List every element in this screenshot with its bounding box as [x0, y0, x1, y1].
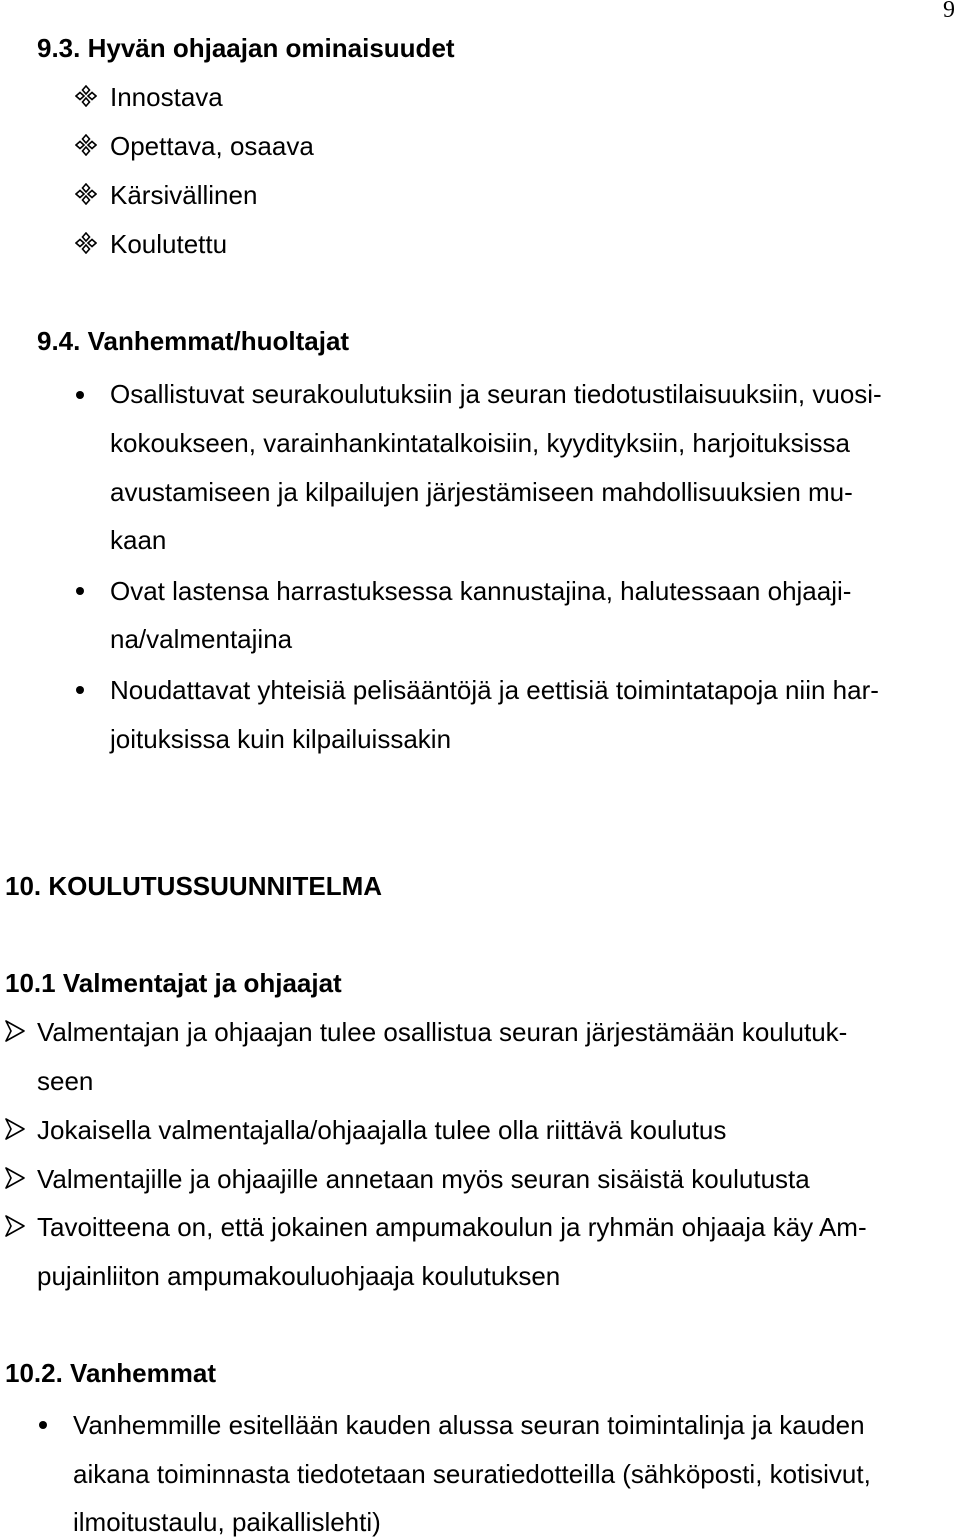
section-heading-10-1: 10.1 Valmentajat ja ohjaajat: [5, 968, 342, 998]
section-heading-10-2: 10.2. Vanhemmat: [5, 1358, 216, 1388]
list-item-line: Vanhemmille esitellään kauden alussa seuran toimintalinja ja kauden: [73, 1410, 865, 1440]
round-bullet-icon: [76, 686, 84, 694]
round-bullet-icon: [76, 587, 84, 595]
round-bullet-icon: [39, 1421, 47, 1429]
list-item-line: Valmentajan ja ohjaajan tulee osallistua seuran järjestämään koulutuk-: [37, 1017, 848, 1047]
list-item: Koulutettu: [110, 229, 228, 259]
list-item-line: kokoukseen, varainhankintatalkoisiin, kyydityksiin, harjoituksissa: [110, 428, 850, 458]
list-item-line: kaan: [110, 525, 167, 555]
arrowhead-bullet-icon: [5, 1118, 25, 1140]
list-item-line: seen: [37, 1066, 94, 1096]
diamond-bullet-icon: [75, 232, 97, 254]
page-number: 9: [943, 0, 955, 23]
list-item-line: na/valmentajina: [110, 624, 293, 654]
list-item-line: avustamiseen ja kilpailujen järjestämiseen mahdollisuuksien mu-: [110, 477, 853, 507]
list-item-line: Valmentajille ja ohjaajille annetaan myös seuran sisäistä koulutusta: [37, 1164, 810, 1194]
diamond-bullet-icon: [75, 85, 97, 107]
list-item: Kärsivällinen: [110, 180, 258, 210]
list-item-line: Jokaisella valmentajalla/ohjaajalla tulee olla riittävä koulutus: [37, 1115, 727, 1145]
arrowhead-bullet-icon: [5, 1167, 25, 1189]
arrowhead-bullet-icon: [5, 1215, 25, 1237]
round-bullet-icon: [76, 391, 84, 399]
section-heading-9-4: 9.4. Vanhemmat/huoltajat: [37, 326, 350, 356]
list-item-line: Osallistuvat seurakoulutuksiin ja seuran tiedotustilaisuuksiin, vuosi-: [110, 379, 882, 409]
diamond-bullet-icon: [75, 134, 97, 156]
section-heading-10: 10. KOULUTUSSUUNNITELMA: [5, 871, 383, 901]
list-item: Innostava: [110, 82, 223, 112]
arrowhead-bullet-icon: [5, 1020, 25, 1042]
list-item-line: aikana toiminnasta tiedotetaan seuratiedotteilla (sähköposti, kotisivut,: [73, 1459, 871, 1489]
diamond-bullet-icon: [75, 183, 97, 205]
section-heading-9-3: 9.3. Hyvän ohjaajan ominaisuudet: [37, 33, 455, 63]
list-item-line: ilmoitustaulu, paikallislehti): [73, 1507, 381, 1537]
list-item-line: Tavoitteena on, että jokainen ampumakoulun ja ryhmän ohjaaja käy Am-: [37, 1212, 867, 1242]
list-item-line: joituksissa kuin kilpailuissakin: [110, 724, 452, 754]
list-item-line: pujainliiton ampumakouluohjaaja koulutuksen: [37, 1261, 561, 1291]
list-item: Opettava, osaava: [110, 131, 314, 161]
list-item-line: Noudattavat yhteisiä pelisääntöjä ja eettisiä toimintatapoja niin har-: [110, 675, 879, 705]
list-item-line: Ovat lastensa harrastuksessa kannustajina, halutessaan ohjaaji-: [110, 576, 852, 606]
